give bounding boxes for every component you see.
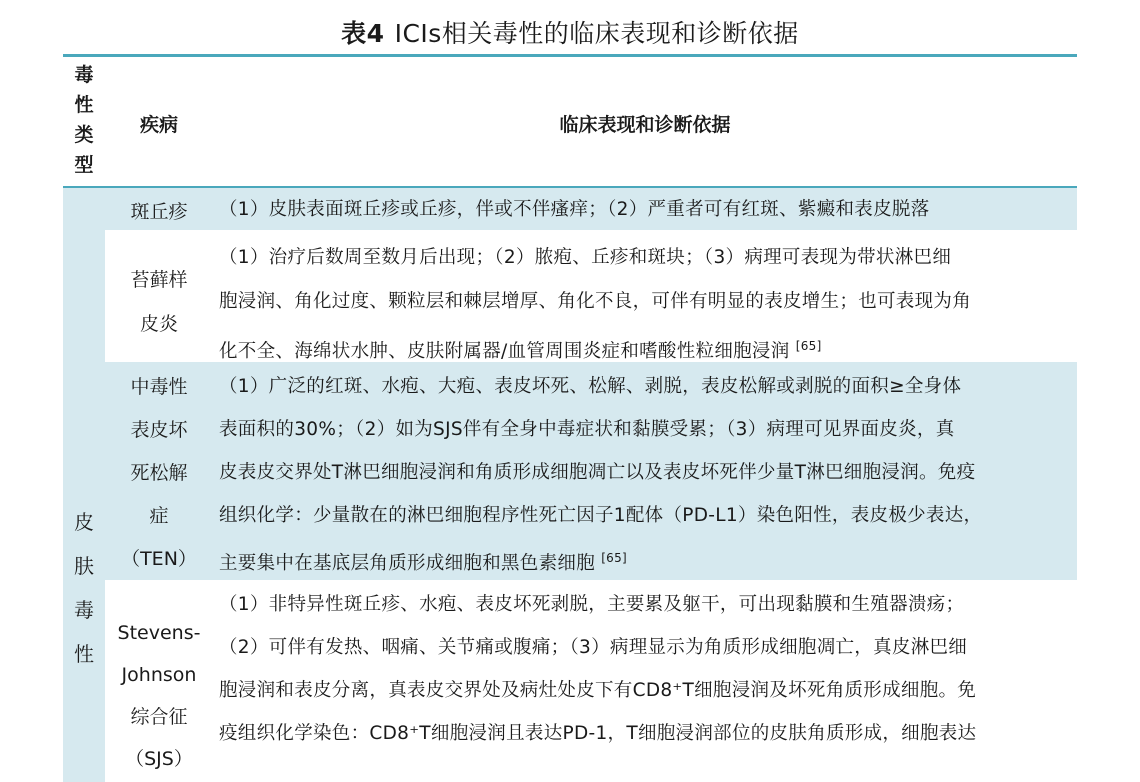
table-row-basis: （1）广泛的红斑、水疱、大疱、表皮坏死、松解、剥脱，表皮松解或剥脱的面积≥全身体 表面积的30%；（2）如为SJS伴有全身中毒症状和黏膜受累；（3）病理可见界面皮炎，真 皮表皮交界处T淋巴细胞浸润和角质形成细胞凋亡以及表皮坏死伴少量T淋巴细胞浸润。免疫 组织化学：少量散在的淋巴细胞程序性死亡因子1配体（PD-L1）染色阳性，表皮极少表达， 主要集中在基底层角质形成细胞和黑色素细胞 [65] (219, 376, 983, 575)
table-title (0, 14, 1140, 50)
table-row-disease: 斑丘疹 (130, 201, 188, 223)
table-caption: ICIs相关毒性的临床表现和诊断依据 (394, 19, 799, 48)
table-row-disease: Stevens- Johnson 综合征 （SJS） (117, 622, 201, 770)
header-basis: 临床表现和诊断依据 (559, 114, 731, 136)
table-row-disease: 苔藓样 皮炎 (130, 269, 188, 335)
header-toxicity-type: 毒 性 类 型 (74, 64, 94, 176)
table-row-basis: （1）非特异性斑丘疹、水疱、表皮坏死剥脱，主要累及躯干，可出现黏膜和生殖器溃疡； （2）可伴有发热、咽痛、关节痛或腹痛；（3）病理显示为角质形成细胞凋亡，真皮淋巴细 胞浸润和表皮分离，真表皮交界处及病灶处皮下有CD8⁺T细胞浸润及坏死角质形成细胞。免 疫组织化学染色：CD8⁺T细胞浸润且表达PD-1，T细胞浸润部位的皮肤角质形成，细胞表达 (219, 594, 977, 744)
reference: [65] (795, 339, 822, 353)
toxicity-type-skin: 皮 肤 毒 性 (74, 510, 94, 666)
table-row-basis: （1）治疗后数周至数月后出现；（2）脓疱、丘疹和斑块；（3）病理可表现为带状淋巴细 胞浸润、角化过度、颗粒层和棘层增厚、角化不良，可伴有明显的表皮增生；也可表现为角 化不全、海绵状水肿、皮肤附属器/血管周围炎症和嗜酸性粒细胞浸润 [65] (219, 247, 972, 363)
header-disease: 疾病 (139, 114, 178, 136)
table-row-basis: （1）皮肤表面斑丘疹或丘疹，伴或不伴瘙痒；（2）严重者可有红斑、紫癜和表皮脱落 (219, 199, 930, 220)
reference: [65] (601, 551, 628, 565)
table-number: 表4 (341, 19, 385, 48)
top-rule (63, 54, 1077, 57)
table-row-disease: 中毒性 表皮坏 死松解 症 （TEN） (121, 376, 197, 570)
